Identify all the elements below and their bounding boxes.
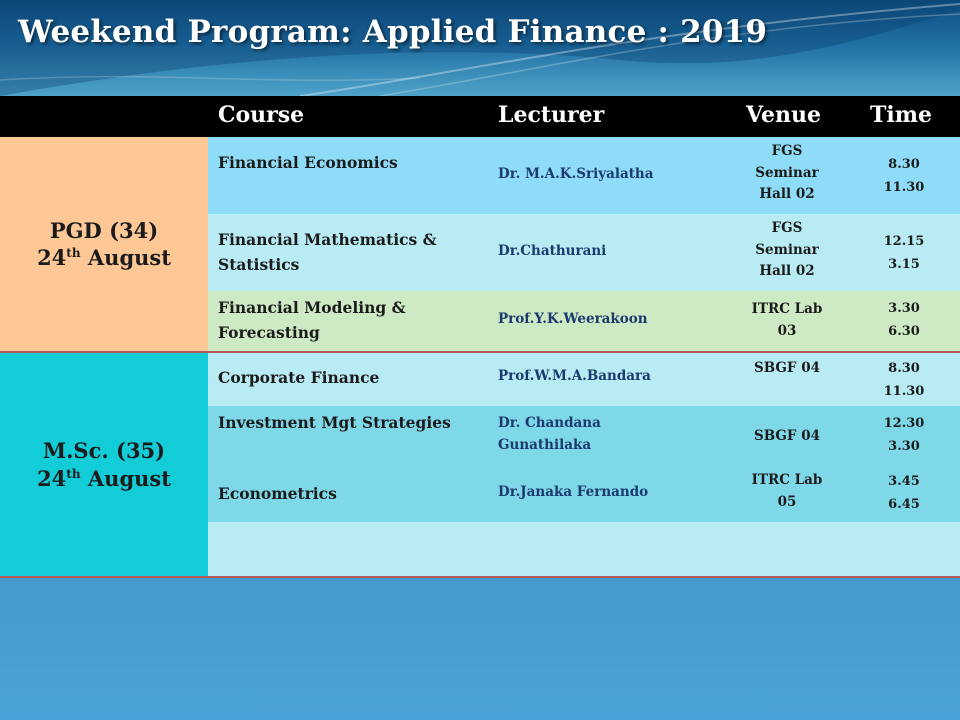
venue-cell: FGS Seminar Hall 02 xyxy=(755,143,819,203)
table-bottom-border xyxy=(0,576,960,578)
table-row xyxy=(208,291,960,351)
group-msc-name: M.Sc. (35) xyxy=(42,438,166,464)
table-row xyxy=(208,353,960,406)
venue-cell: SBGF 04 xyxy=(753,360,820,376)
time-cell: 8.30 11.30 xyxy=(883,361,925,399)
venue-cell: FGS Seminar Hall 02 xyxy=(755,220,819,280)
title-banner xyxy=(0,0,960,96)
venue-cell: ITRC Lab 05 xyxy=(751,472,823,510)
header-lecturer: Lecturer xyxy=(498,102,605,128)
lecturer-cell: Dr.Janaka Fernando xyxy=(498,484,649,500)
header-venue: Venue xyxy=(746,102,822,128)
venue-cell: ITRC Lab 03 xyxy=(751,301,823,339)
course-cell: Financial Economics xyxy=(218,153,398,172)
time-cell: 8.30 11.30 xyxy=(883,157,925,195)
table-header xyxy=(0,96,960,137)
course-cell: Corporate Finance xyxy=(218,368,380,387)
course-cell: Financial Mathematics & Statistics xyxy=(218,230,437,274)
lecturer-cell: Dr.Chathurani xyxy=(498,243,607,259)
lecturer-cell: Dr. Chandana Gunathilaka xyxy=(498,415,601,453)
table-row xyxy=(208,137,960,214)
time-cell: 12.15 3.15 xyxy=(883,234,925,272)
time-cell: 3.30 6.30 xyxy=(888,301,920,339)
header-time: Time xyxy=(870,102,933,128)
group-pgd-name: PGD (34) xyxy=(49,217,159,243)
group-msc xyxy=(0,353,208,576)
page-title: Weekend Program: Applied Finance : 2019 xyxy=(18,14,768,50)
group-pgd-date: 24th August xyxy=(37,245,171,270)
lecturer-cell: Dr. M.A.K.Sriyalatha xyxy=(498,166,654,182)
course-cell: Investment Mgt Strategies xyxy=(218,413,451,432)
course-cell: Financial Modeling & Forecasting xyxy=(218,298,406,342)
time-cell: 3.45 6.45 xyxy=(888,474,920,512)
lecturer-cell: Prof.Y.K.Weerakoon xyxy=(498,311,648,327)
course-cell: Econometrics xyxy=(218,484,337,503)
venue-cell: SBGF 04 xyxy=(753,428,820,444)
header-course: Course xyxy=(218,102,305,128)
table-row xyxy=(208,214,960,291)
group-pgd xyxy=(0,137,208,351)
table-row xyxy=(208,466,960,522)
table-row xyxy=(208,406,960,466)
lecturer-cell: Prof.W.M.A.Bandara xyxy=(498,368,651,384)
table-row-empty xyxy=(208,522,960,576)
group-msc-date: 24th August xyxy=(37,465,171,491)
time-cell: 12.30 3.30 xyxy=(883,416,925,454)
